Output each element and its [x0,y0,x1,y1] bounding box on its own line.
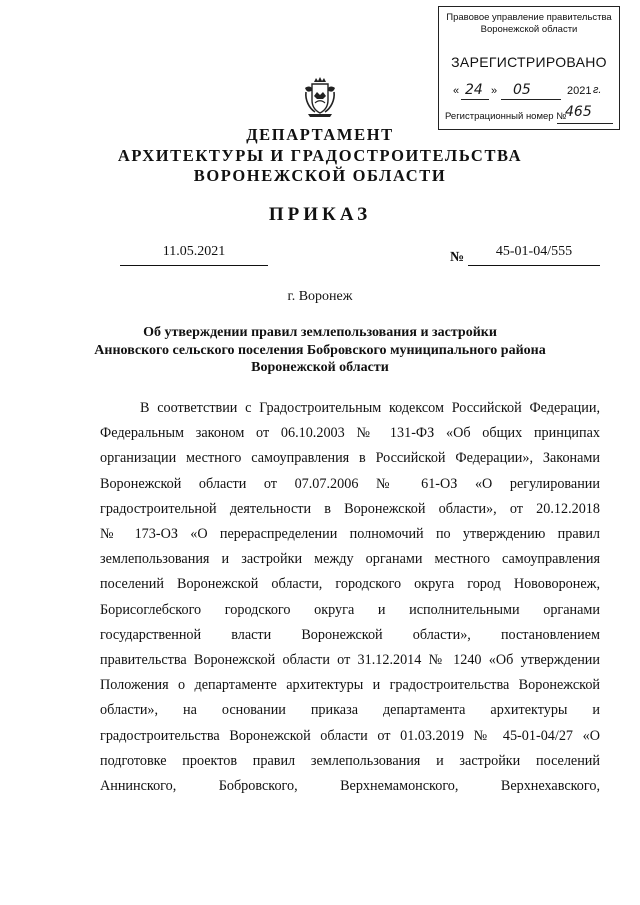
body-line: градостроительства Воронежской области от 01.03.2019 № 45-01-04/27 «О [100,727,600,744]
body-line: Положения о департаменте архитектуры и градостроительства Воронежской [100,677,600,694]
stamp-year-suffix: г. [593,84,602,96]
stamp-date [451,82,611,103]
body-line: подготовке проектов правил землепользования и застройки поселений [100,752,600,769]
stamp-day: 24 [465,82,483,98]
body-line: № 173-ОЗ «О перераспределении полномочий по утверждению правил [100,526,600,543]
body-line: области», на основании приказа департамента архитектуры и [100,702,600,719]
stamp-authority-line1: Правовое управление правительства [446,12,612,23]
body-line: землепользования и застройки между органами местного самоуправления [100,551,600,568]
body-line: поселений Воронежской области, городского округа город Нововоронеж, [100,576,600,593]
coat-of-arms-emblem [303,76,337,118]
body-line: градостроительной деятельности в Воронежской области», от 20.12.2018 [100,500,600,517]
order-title-line1: Об утверждении правил землепользования и застройки [143,325,497,340]
stamp-quote-close: » [491,85,498,97]
body-line: правительства Воронежской области от 31.12.2014 № 1240 «Об утверждении [100,652,600,669]
city-line: г. Воронеж [287,289,353,304]
stamp-authority-line2: Воронежской области [480,24,578,35]
stamp-quote-open: « [453,85,460,97]
department-line3: ВОРОНЕЖСКОЙ ОБЛАСТИ [193,166,447,185]
body-line: Воронежской области от 07.07.2006 № 61-ОЗ «О регулировании [100,475,600,492]
body-line: Борисоглебского городского округа и исполнительными органами [100,601,600,618]
stamp-registered-label: ЗАРЕГИСТРИРОВАНО [451,54,607,70]
stamp-month: 05 [513,82,531,98]
order-number: 45-01-04/555 [495,244,573,259]
stamp-authority [439,12,619,36]
order-date: 11.05.2021 [162,244,226,259]
body-line: Аннинского, Бобровского, Верхнемамонского, Верхнехавского, [100,778,600,795]
body-line: Федеральным законом от 06.10.2003 № 131-ФЗ «Об общих принципах [100,425,600,442]
order-title [0,324,640,377]
stamp-reg-number: 465 [565,104,592,120]
registration-stamp [438,6,620,130]
order-date-underline [120,265,268,266]
body-line: В соответствии с Градостроительным кодексом Российской Федерации, [140,400,600,416]
order-title-line3: Воронежской области [251,360,389,375]
department-line1: ДЕПАРТАМЕНТ [246,125,394,144]
order-number-underline [468,265,600,266]
stamp-year: 2021 [567,85,592,97]
document-type: ПРИКАЗ [268,204,372,225]
department-line2: АРХИТЕКТУРЫ И ГРАДОСТРОИТЕЛЬСТВА [117,145,523,165]
body-line: государственной власти Воронежской области», постановлением [100,626,600,643]
body-line: организации местного самоуправления в Российской Федерации», Законами [100,450,600,467]
department-header [0,125,640,187]
order-title-line2: Анновского сельского поселения Бобровского муниципального района [94,342,546,358]
order-body [100,396,600,799]
order-number-sign: № [450,250,465,265]
stamp-reg-number-label: Регистрационный номер № [445,111,567,122]
